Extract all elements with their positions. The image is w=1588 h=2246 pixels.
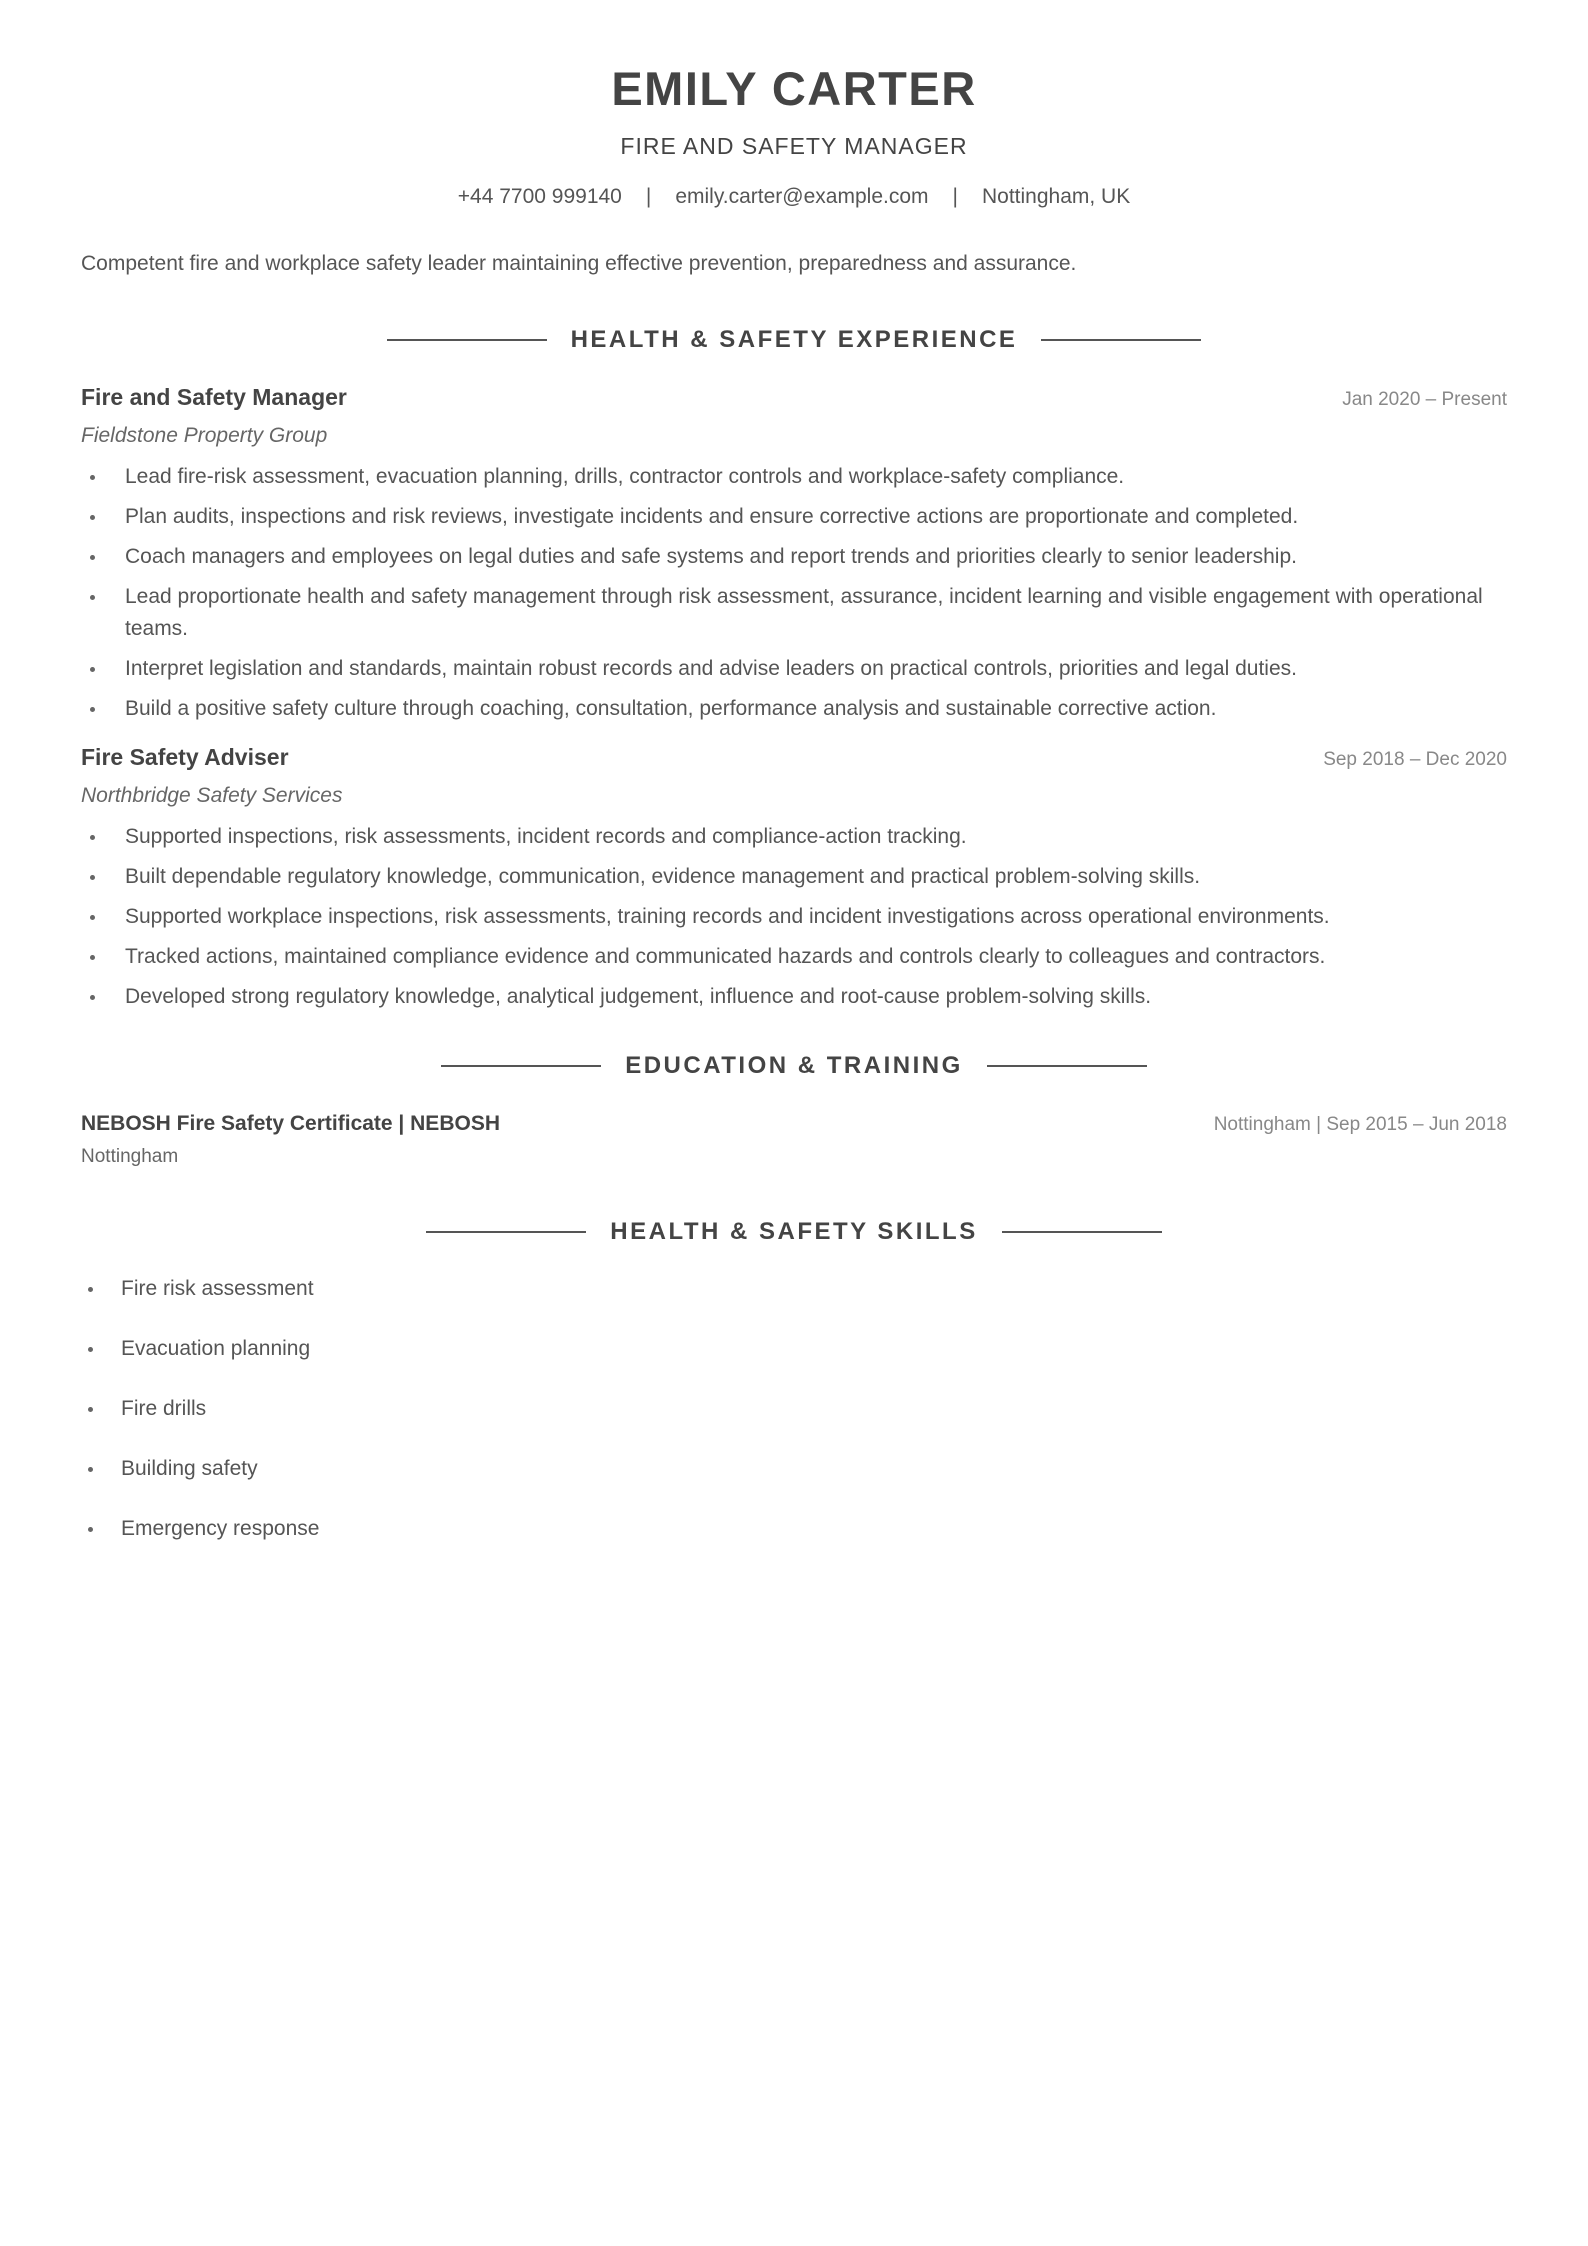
bullet-item: Supported workplace inspections, risk assessments, training records and incident investigations across operational environments. (125, 901, 1507, 933)
education-entry (81, 1111, 1507, 1169)
heading-rule-left (426, 1231, 586, 1233)
job-entry (81, 383, 1507, 725)
education-section-heading (81, 1051, 1507, 1081)
job-bullets (81, 461, 1507, 725)
skills-list (81, 1275, 1507, 1543)
skill-item: Evacuation planning (121, 1335, 1507, 1363)
company-name: Fieldstone Property Group (81, 424, 328, 447)
job-bullets (81, 821, 1507, 1013)
bullet-item: Lead proportionate health and safety management through risk assessment, assurance, incident learning and visible engagement with operational teams. (125, 581, 1507, 645)
skill-item: Fire drills (121, 1395, 1507, 1423)
heading-rule-right (1002, 1231, 1162, 1233)
job-title: Fire and Safety Manager (81, 384, 347, 410)
skill-item: Fire risk assessment (121, 1275, 1507, 1303)
contact-separator: | (645, 185, 652, 208)
education-heading-label: EDUCATION & TRAINING (625, 1052, 963, 1079)
bullet-item: Supported inspections, risk assessments, incident records and compliance-action tracking. (125, 821, 1507, 853)
bullet-item: Developed strong regulatory knowledge, analytical judgement, influence and root-cause problem-solving skills. (125, 981, 1507, 1013)
candidate-name: EMILY CARTER (611, 62, 977, 115)
skills-heading-label: HEALTH & SAFETY SKILLS (610, 1218, 978, 1245)
job-title: Fire Safety Adviser (81, 744, 289, 770)
location: Nottingham, UK (981, 185, 1131, 208)
bullet-item: Lead fire-risk assessment, evacuation planning, drills, contractor controls and workplace-safety compliance. (125, 461, 1507, 493)
skill-item: Building safety (121, 1455, 1507, 1483)
bullet-item: Built dependable regulatory knowledge, communication, evidence management and practical problem-solving skills. (125, 861, 1507, 893)
job-title-headline: FIRE AND SAFETY MANAGER (620, 133, 968, 159)
heading-rule-left (441, 1065, 601, 1067)
bullet-item: Plan audits, inspections and risk reviews, investigate incidents and ensure corrective actions are proportionate and completed. (125, 501, 1507, 533)
heading-rule-right (987, 1065, 1147, 1067)
contact-line (81, 184, 1507, 210)
email-address: emily.carter@example.com (675, 185, 929, 208)
bullet-item: Tracked actions, maintained compliance evidence and communicated hazards and controls clearly to colleagues and contractors. (125, 941, 1507, 973)
job-dates: Sep 2018 – Dec 2020 (1323, 749, 1507, 770)
phone-number: +44 7700 999140 (457, 185, 622, 208)
bullet-item: Coach managers and employees on legal duties and safe systems and report trends and priorities clearly to senior leadership. (125, 541, 1507, 573)
experience-heading-label: HEALTH & SAFETY EXPERIENCE (570, 326, 1018, 353)
education-header (81, 1111, 1507, 1137)
qualification-title: NEBOSH Fire Safety Certificate | NEBOSH (81, 1112, 500, 1135)
skill-item: Emergency response (121, 1515, 1507, 1543)
bullet-item: Build a positive safety culture through coaching, consultation, performance analysis and sustainable corrective action. (125, 693, 1507, 725)
heading-rule-right (1041, 339, 1201, 341)
job-header (81, 383, 1507, 412)
heading-rule-left (387, 339, 547, 341)
profile-summary: Competent fire and workplace safety leader maintaining effective prevention, preparedness and assurance. (81, 252, 1077, 275)
experience-section-heading (81, 325, 1507, 355)
contact-separator: | (952, 185, 958, 208)
education-location: Nottingham (81, 1146, 179, 1167)
job-entry (81, 743, 1507, 1013)
bullet-item: Interpret legislation and standards, maintain robust records and advise leaders on practical controls, priorities and legal duties. (125, 653, 1507, 685)
job-dates: Jan 2020 – Present (1342, 389, 1507, 410)
skills-section-heading (81, 1217, 1507, 1247)
job-header (81, 743, 1507, 772)
company-name: Northbridge Safety Services (81, 784, 343, 807)
education-dates: Nottingham | Sep 2015 – Jun 2018 (1213, 1114, 1507, 1135)
